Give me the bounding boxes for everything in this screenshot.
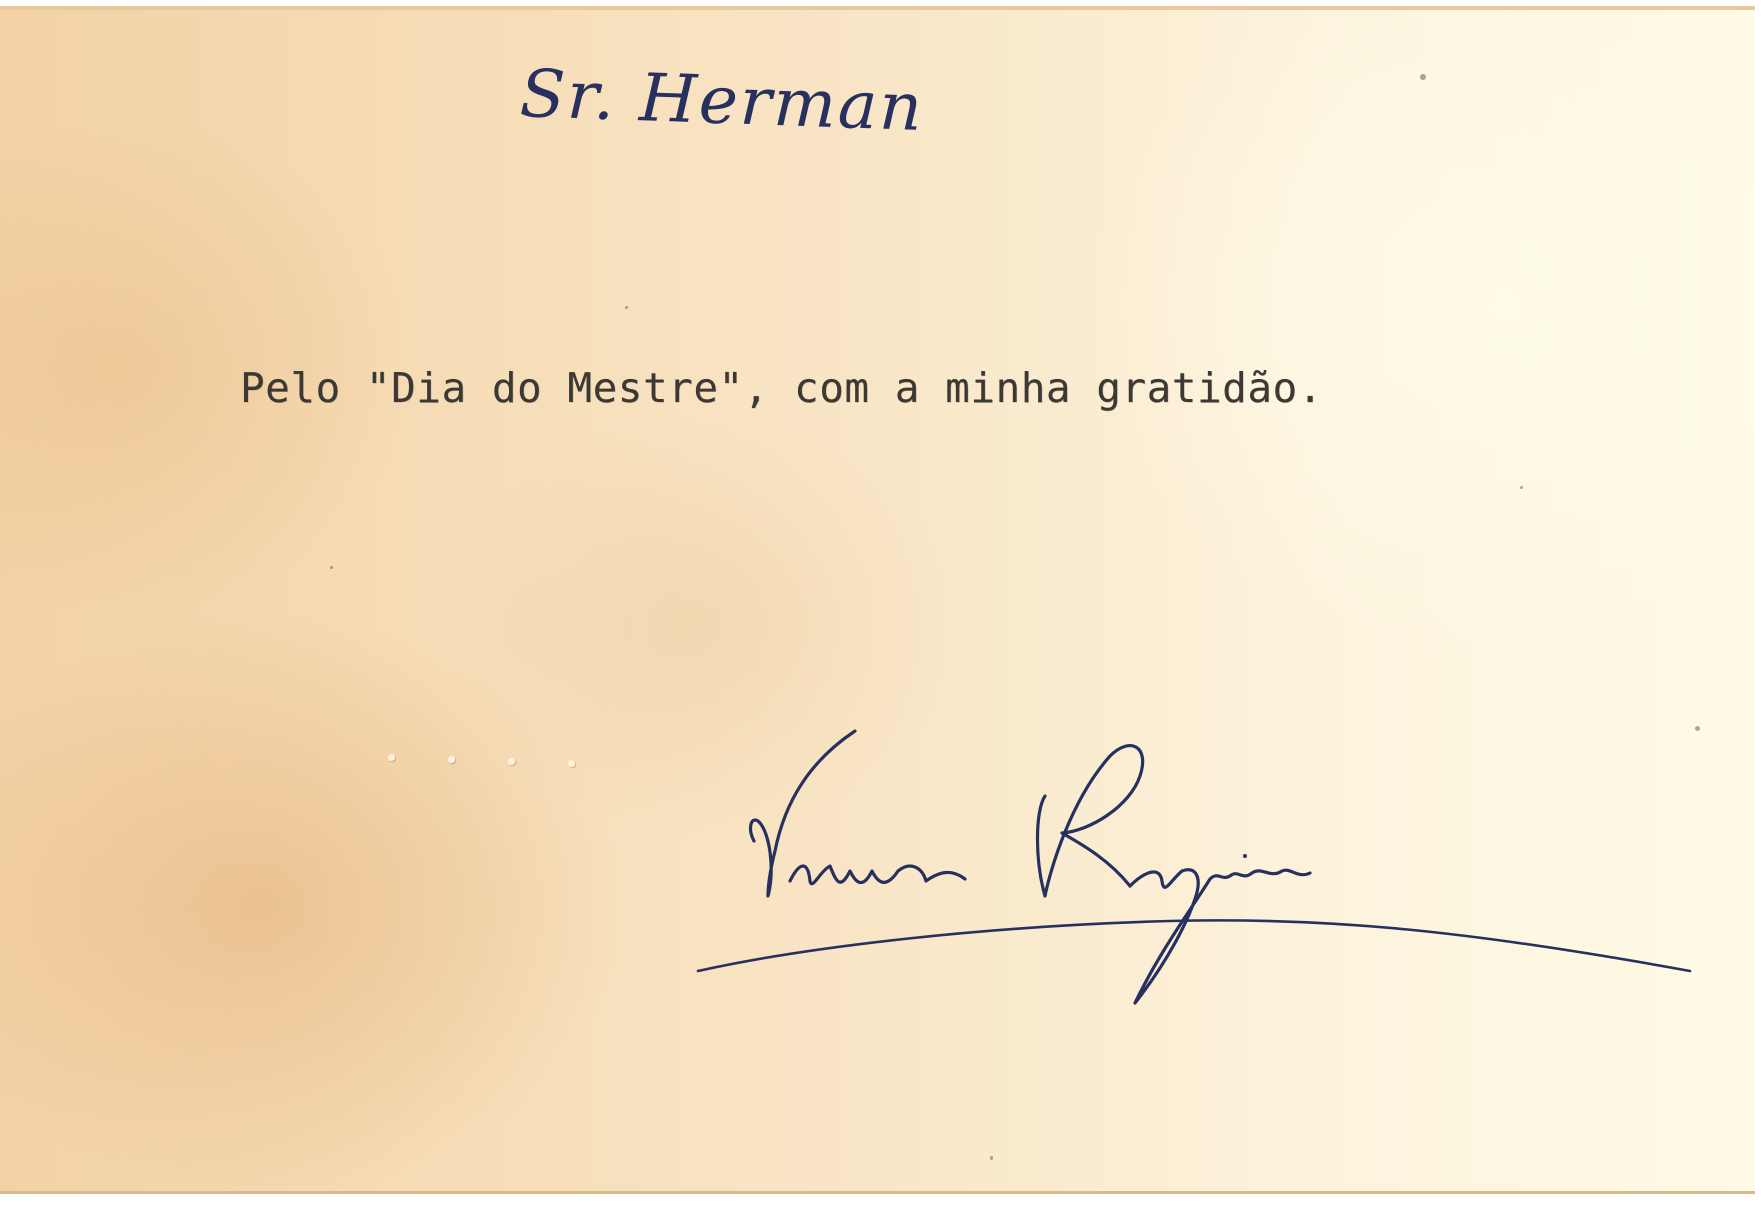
handwritten-recipient: Sr. Herman: [518, 55, 926, 147]
embossed-dot: [568, 760, 575, 767]
paper-speck: [990, 1156, 993, 1160]
paper-speck: [330, 566, 333, 569]
signature-underline: [698, 920, 1690, 971]
typewritten-message: Pelo "Dia do Mestre", com a minha gratidão.: [240, 364, 1323, 412]
embossed-dot: [448, 756, 455, 763]
signature-stroke-v: [751, 731, 855, 896]
paper-speck: [1420, 74, 1426, 80]
signature-stroke-egina: [1130, 870, 1310, 1003]
paper-speck: [1520, 486, 1523, 489]
embossed-dot: [388, 754, 395, 761]
handwritten-signature: [690, 721, 1700, 1021]
greeting-card: [0, 6, 1755, 1194]
signature-i-dot: [1243, 854, 1247, 858]
paper-speck: [625, 306, 628, 309]
embossed-dot: [508, 758, 515, 765]
signature-stroke-era: [790, 866, 965, 884]
signature-stroke-r: [1038, 746, 1143, 896]
